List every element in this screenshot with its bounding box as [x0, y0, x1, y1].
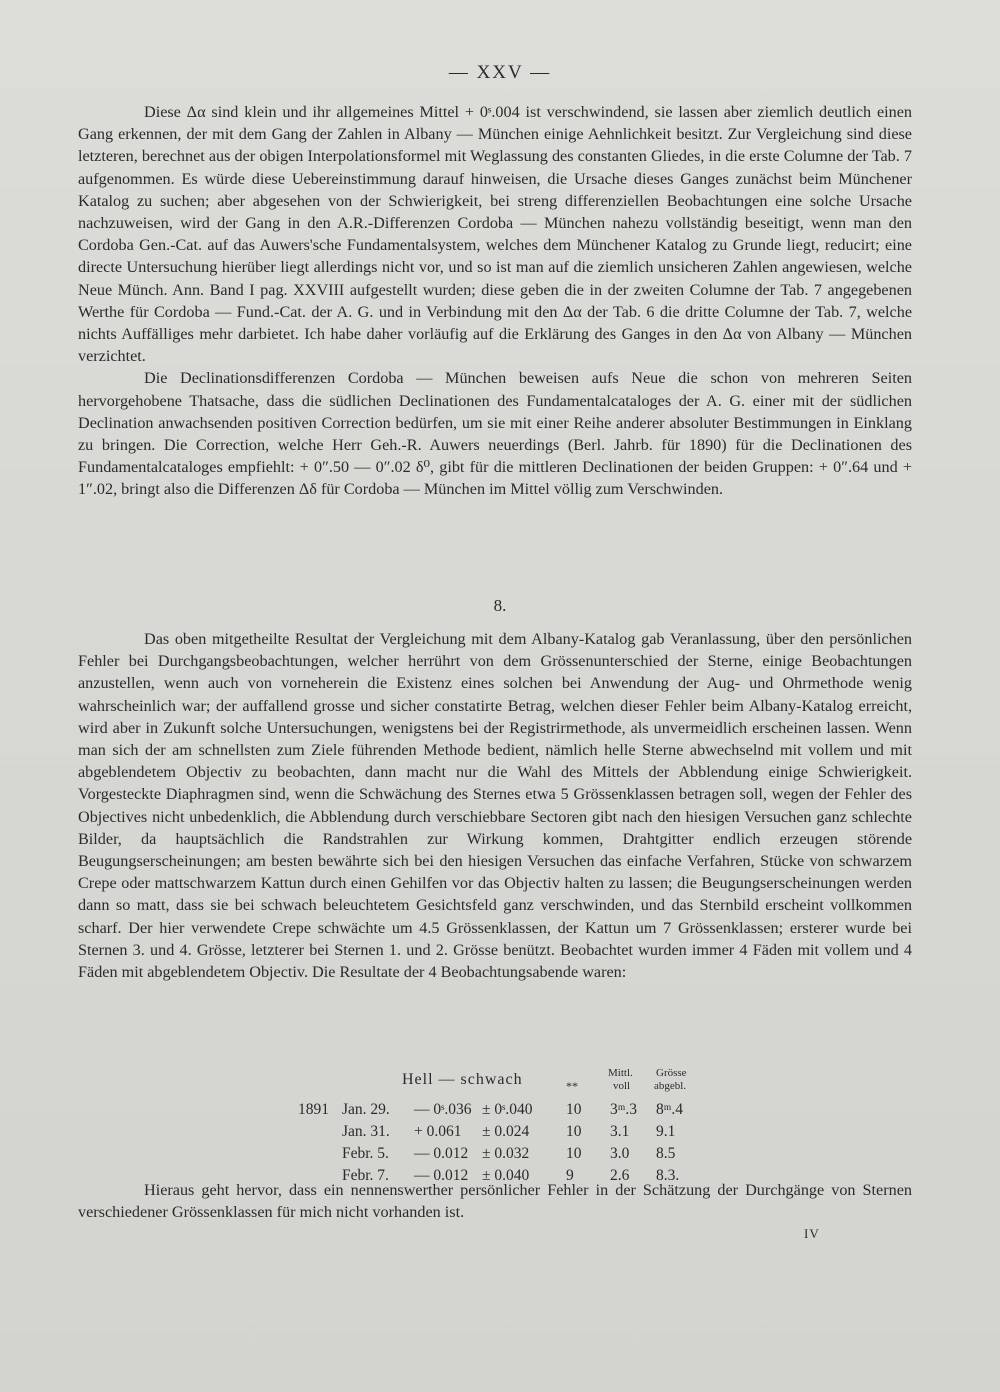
cell-difference: — 0.012: [414, 1167, 469, 1184]
header-abgebl: abgebl.: [654, 1080, 687, 1092]
cell-voll: 3.1: [610, 1123, 630, 1140]
cell-count: 9: [566, 1167, 574, 1184]
cell-date: Jan. 31.: [342, 1123, 390, 1140]
cell-count: 10: [566, 1101, 582, 1118]
cell-date: Febr. 5.: [342, 1145, 389, 1162]
cell-voll: 3ᵐ.3: [610, 1101, 637, 1118]
header-hell-schwach: Hell — schwach: [402, 1071, 523, 1088]
header-groesse: Grösse: [656, 1067, 687, 1079]
cell-difference: — 0.012: [414, 1145, 469, 1162]
cell-year: 1891: [298, 1101, 329, 1118]
cell-abgebl: 8.3.: [656, 1167, 680, 1184]
paragraph-declination-differences: Die Declinationsdifferenzen Cordoba — München beweisen aufs Neue die schon von mehreren Seiten hervorgehobene Thatsache, dass die südlichen Declinationen des Fundamentalcataloges der A. G. einer mit der südlichen Declination anwachsenden positiven Correction bedürfen, um sie mit einer Reihe anderer absoluter Bestimmungen in Einklang zu bringen. Die Correction, welche Herr Geh.-R. Auwers neuerdings (Berl. Jahrb. für 1890) für die Declinationen des Fundamentalcataloges empfiehlt: + 0″.50 — 0″.02 δ⁰, gibt für die mittleren Declinationen der beiden Gruppen: + 0″.64 und + 1″.02, bringt also die Differenzen Δδ für Cordoba — München im Mittel völlig zum Verschwinden.: [78, 369, 912, 499]
cell-count: 10: [566, 1145, 582, 1162]
section-7-text: [78, 101, 912, 501]
page-numeral: — XXV —: [448, 62, 552, 83]
cell-voll: 3.0: [610, 1145, 630, 1162]
header-stars: **: [566, 1079, 578, 1093]
cell-difference: + 0.061: [414, 1123, 462, 1140]
cell-error: ± 0.040: [482, 1167, 530, 1184]
cell-difference: — 0ˢ.036: [414, 1101, 472, 1118]
cell-error: ± 0.032: [482, 1145, 530, 1162]
cell-date: Jan. 29.: [342, 1101, 390, 1118]
cell-count: 10: [566, 1123, 582, 1140]
paragraph-alpha-differences: Diese Δα sind klein und ihr allgemeines Mittel + 0ˢ.004 ist verschwindend, sie lassen aber ziemlich deutlich einen Gang erkennen, der mit dem Gang der Zahlen in Albany — München einige Aehnlichkeit besitzt. Zur Vergleichung sind diese letzteren, berechnet aus der obigen Interpolationsformel mit Weglassung des constanten Gliedes, in die erste Columne der Tab. 7 aufgenommen. Es würde diese Uebereinstimmung darauf hinweisen, die Ursache dieses Ganges zunächst beim Münchener Katalog zu suchen; aber abgesehen von der Schwierigkeit, bei streng differenziellen Beobachtungen eine solche Ursache nachzuweisen, wird der Gang in den A.R.-Differenzen Cordoba — München nahezu vollständig beseitigt, wenn man den Cordoba Gen.-Cat. auf das Auwers'sche Fundamentalsystem, welches dem Münchener Katalog zu Grunde liegt, reducirt; eine directe Untersuchung hierüber liegt allerdings nicht vor, und so ist man auf die ziemlich unsicheren Zahlen angewiesen, welche Neue Münch. Ann. Band I pag. XXVIII aufgestellt wurden; diese geben die in der zweiten Columne der Tab. 7 angegebenen Werthe für Cordoba — Fund.-Cat. der A. G. und in Verbindung mit den Δα der Tab. 6 die dritte Columne der Tab. 7, welche nichts Auffälliges mehr darbietet. Ich habe daher vorläufig auf die Erklärung des Ganges in den Δα von Albany — München verzichtet.: [78, 103, 912, 366]
paragraph-personal-error: Das oben mitgetheilte Resultat der Vergleichung mit dem Albany-Katalog gab Veranlassung, über den persönlichen Fehler bei Durchgangsbeobachtungen, welcher herrührt von dem Grössenunterschied der Sterne, einige Beobachtungen anzustellen, wenn auch von vorneherein die Existenz eines solchen bei Anwendung der Aug- und Ohrmethode wenig wahrscheinlich war; der auffallend grosse und sicher constatirte Betrag, welchen dieser Fehler beim Albany-Katalog erreicht, wird aber in Zukunft solche Untersuchungen, wenigstens bei der Registrirmethode, als unvermeidlich erscheinen lassen. Wenn man sich der am schnellsten zum Ziele führenden Methode bedient, nämlich helle Sterne abwechselnd mit vollem und mit abgeblendetem Objectiv zu beobachten, dann macht nur die Wahl des Mittels der Abblendung einige Schwierigkeit. Vorgesteckte Diaphragmen sind, wenn die Schwächung des Sternes etwa 5 Grössenklassen betragen soll, wegen der Fehler des Objectives nicht unbedenklich, die Abblendung durch verschiebbare Sectoren gibt nach den hiesigen Versuchen ganz schlechte Bilder, da hauptsächlich die Randstrahlen zur Wirkung kommen, Drahtgitter endlich erzeugen störende Beugungserscheinungen; am besten bewährte sich bei den hiesigen Versuchen das einfache Verfahren, Stücke von schwarzem Crepe oder mattschwarzem Kattun durch einen Gehilfen vor das Objectiv halten zu lassen; die Beugungserscheinungen werden dann so matt, dass sie bei schwach beleuchtetem Gesichtsfeld ganz verschwinden, und das Sternbild erscheint vollkommen scharf. Der hier verwendete Crepe schwächte um 4.5 Grössenklassen, der Kattun um 7 Grössenklassen; ersterer wurde bei Sternen 3. und 4. Grösse, letzterer bei Sternen 1. und 2. Grösse benützt. Beobachtet wurden immer 4 Fäden mit vollem und 4 Fäden mit abgeblendetem Objectiv. Die Resultate der 4 Beobachtungsabende waren:: [78, 630, 912, 982]
header-voll: voll: [613, 1080, 631, 1092]
cell-date: Febr. 7.: [342, 1167, 389, 1184]
paragraph-conclusion: Hieraus geht hervor, dass ein nennenswerther persönlicher Fehler in der Schätzung der Durchgänge von Sternen verschiedener Grössenklassen für mich nicht vorhanden ist.: [78, 1181, 912, 1222]
table-row: [292, 1123, 722, 1145]
cell-voll: 2.6: [610, 1167, 630, 1184]
cell-abgebl: 9.1: [656, 1123, 676, 1140]
table-row: [292, 1101, 722, 1123]
section-8-text: [78, 628, 912, 983]
section-number: 8.: [493, 596, 507, 615]
cell-error: ± 0ˢ.040: [482, 1101, 533, 1118]
observation-table: [292, 1067, 722, 1189]
table-row: [292, 1145, 722, 1167]
signature-mark: IV: [804, 1226, 820, 1241]
conclusion-text: [78, 1179, 912, 1223]
cell-abgebl: 8.5: [656, 1145, 676, 1162]
cell-error: ± 0.024: [482, 1123, 530, 1140]
cell-abgebl: 8ᵐ.4: [656, 1101, 683, 1118]
table-header: [292, 1067, 722, 1101]
header-mittl: Mittl.: [608, 1067, 633, 1079]
